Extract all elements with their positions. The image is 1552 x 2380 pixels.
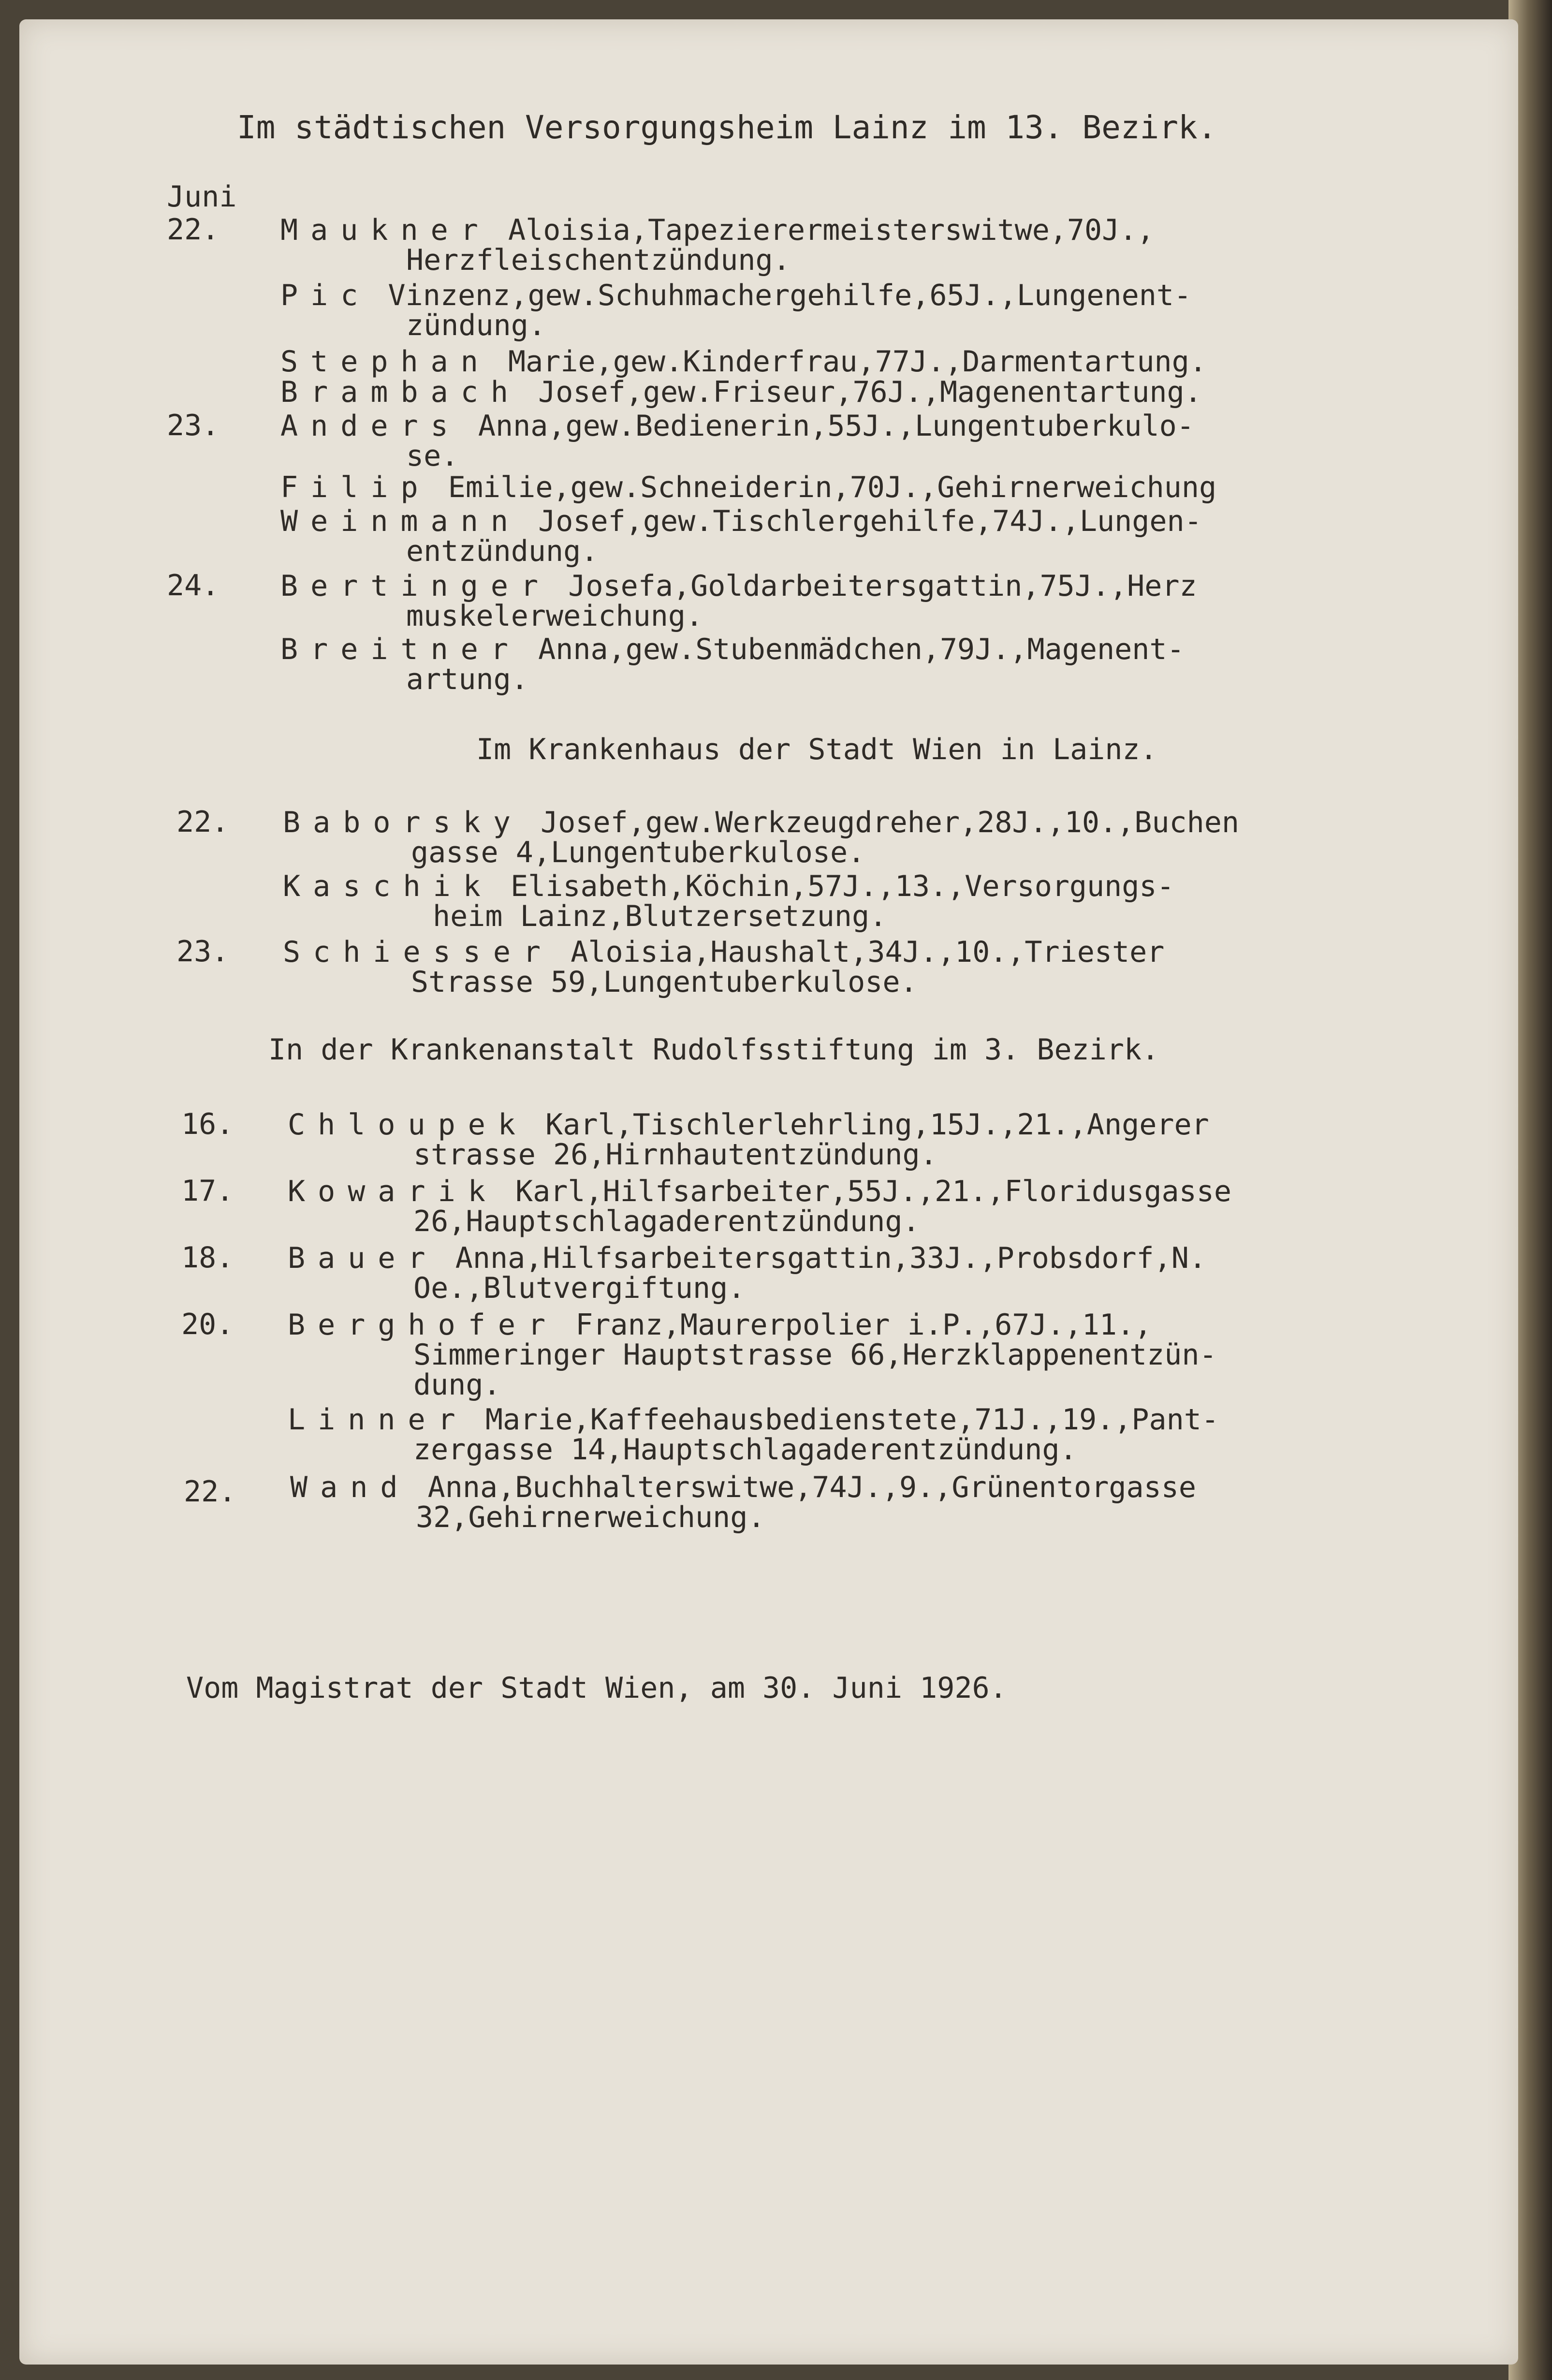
surname: Pic — [280, 279, 371, 312]
entry-details: Josefa,Goldarbeitersgattin,75J.,Herz — [551, 569, 1197, 603]
entry-details: Anna,gew.Stubenmädchen,79J.,Magenent- — [520, 632, 1185, 666]
entry-continuation: gasse 4,Lungentuberkulose. — [411, 836, 865, 869]
entry-details: Elisabeth,Köchin,57J.,13.,Versorgungs- — [493, 869, 1174, 903]
entry-continuation: se. — [406, 439, 459, 473]
surname: Bertinger — [280, 569, 551, 603]
surname: Bauer — [288, 1241, 438, 1275]
entry-continuation: heim Lainz,Blutzersetzung. — [433, 899, 887, 933]
entry-date: 23. — [176, 935, 229, 969]
entry-continuation: zündung. — [406, 309, 546, 342]
surname: Chloupek — [288, 1108, 528, 1142]
entry-continuation: muskelerweichung. — [406, 599, 703, 633]
entry-continuation: Oe.,Blutvergiftung. — [413, 1271, 746, 1305]
page-heading: Im städtischen Versorgungsheim Lainz im 13. Bezirk. — [237, 109, 1217, 146]
entry-details: Emilie,gew.Schneiderin,70J.,Gehirnerweichung — [430, 470, 1217, 504]
entry-date: 17. — [181, 1174, 234, 1208]
entry-details: Karl,Tischlerlehrling,15J.,21.,Angerer — [527, 1108, 1209, 1142]
surname: Berghofer — [288, 1308, 558, 1342]
entry-continuation: Strasse 59,Lungentuberkulose. — [411, 965, 918, 999]
entry-details: Marie,Kaffeehausbedienstete,71J.,19.,Pant- — [468, 1403, 1219, 1437]
entry-continuation: zergasse 14,Hauptschlagaderentzündung. — [413, 1433, 1077, 1467]
entry-continuation: artung. — [406, 662, 528, 696]
entry-date: 22. — [184, 1475, 236, 1509]
entry-details: Josef,gew.Werkzeugdreher,28J.,10.,Buchen — [523, 806, 1240, 839]
surname: Breitner — [280, 632, 521, 666]
entry-continuation: Herzfleischentzündung. — [406, 243, 791, 277]
entry-date: 24. — [167, 569, 220, 602]
surname: Baborsky — [283, 806, 523, 839]
entry-details: Josef,gew.Tischlergehilfe,74J.,Lungen- — [520, 504, 1202, 538]
surname: Schiesser — [283, 935, 554, 969]
death-entry — [280, 470, 1216, 505]
death-entry — [280, 344, 1207, 379]
entry-details: Anna,Hilfsarbeitersgattin,33J.,Probsdorf,N. — [438, 1241, 1207, 1275]
entry-continuation: strasse 26,Hirnhautentzündung. — [413, 1138, 937, 1172]
death-entry — [280, 375, 1202, 410]
entry-date: 22. — [176, 805, 229, 839]
entry-details: Karl,Hilfsarbeiter,55J.,21.,Floridusgasse — [498, 1175, 1232, 1208]
section-title: Im Krankenhaus der Stadt Wien in Lainz. — [476, 733, 1157, 766]
entry-continuation: 26,Hauptschlagaderentzündung. — [413, 1205, 920, 1238]
surname: Anders — [280, 409, 461, 443]
surname: Brambach — [280, 375, 521, 409]
surname: Kaschik — [283, 869, 493, 903]
entry-details: Anna,Buchhalterswitwe,74J.,9.,Grünentorgasse — [410, 1470, 1197, 1504]
entry-date: 23. — [167, 409, 220, 442]
surname: Stephan — [280, 345, 491, 379]
surname: Filip — [280, 470, 431, 504]
entry-date: 22. — [167, 213, 220, 247]
surname: Linner — [288, 1403, 468, 1437]
entry-date: 16. — [181, 1107, 234, 1141]
month-label: Juni — [167, 180, 237, 214]
entry-details: Anna,gew.Bedienerin,55J.,Lungentuberkulo- — [460, 409, 1194, 443]
entry-date: 20. — [181, 1308, 234, 1341]
surname: Maukner — [280, 213, 491, 247]
entry-continuation: dung. — [413, 1368, 501, 1402]
surname: Wand — [290, 1470, 410, 1504]
entry-details: Marie,gew.Kinderfrau,77J.,Darmentartung. — [490, 345, 1207, 379]
entry-continuation: Simmeringer Hauptstrasse 66,Herzklappenentzün- — [413, 1338, 1217, 1372]
entry-details: Aloisia,Tapezierermeisterswitwe,70J., — [490, 213, 1155, 247]
entry-details: Aloisia,Haushalt,34J.,10.,Triester — [553, 935, 1165, 969]
entry-continuation: 32,Gehirnerweichung. — [416, 1500, 765, 1534]
entry-date: 18. — [181, 1241, 234, 1275]
section-title: In der Krankenanstalt Rudolfsstiftung im 3. Bezirk. — [268, 1033, 1159, 1067]
entry-continuation: entzündung. — [406, 534, 599, 568]
entry-details: Vinzenz,gew.Schuhmachergehilfe,65J.,Lungenent- — [370, 279, 1192, 312]
entry-details: Franz,Maurerpolier i.P.,67J.,11., — [558, 1308, 1152, 1342]
entry-details: Josef,gew.Friseur,76J.,Magenentartung. — [520, 375, 1202, 409]
surname: Kowarik — [288, 1175, 498, 1208]
surname: Weinmann — [280, 504, 521, 538]
closing-line: Vom Magistrat der Stadt Wien, am 30. Juni 1926. — [186, 1671, 1007, 1705]
